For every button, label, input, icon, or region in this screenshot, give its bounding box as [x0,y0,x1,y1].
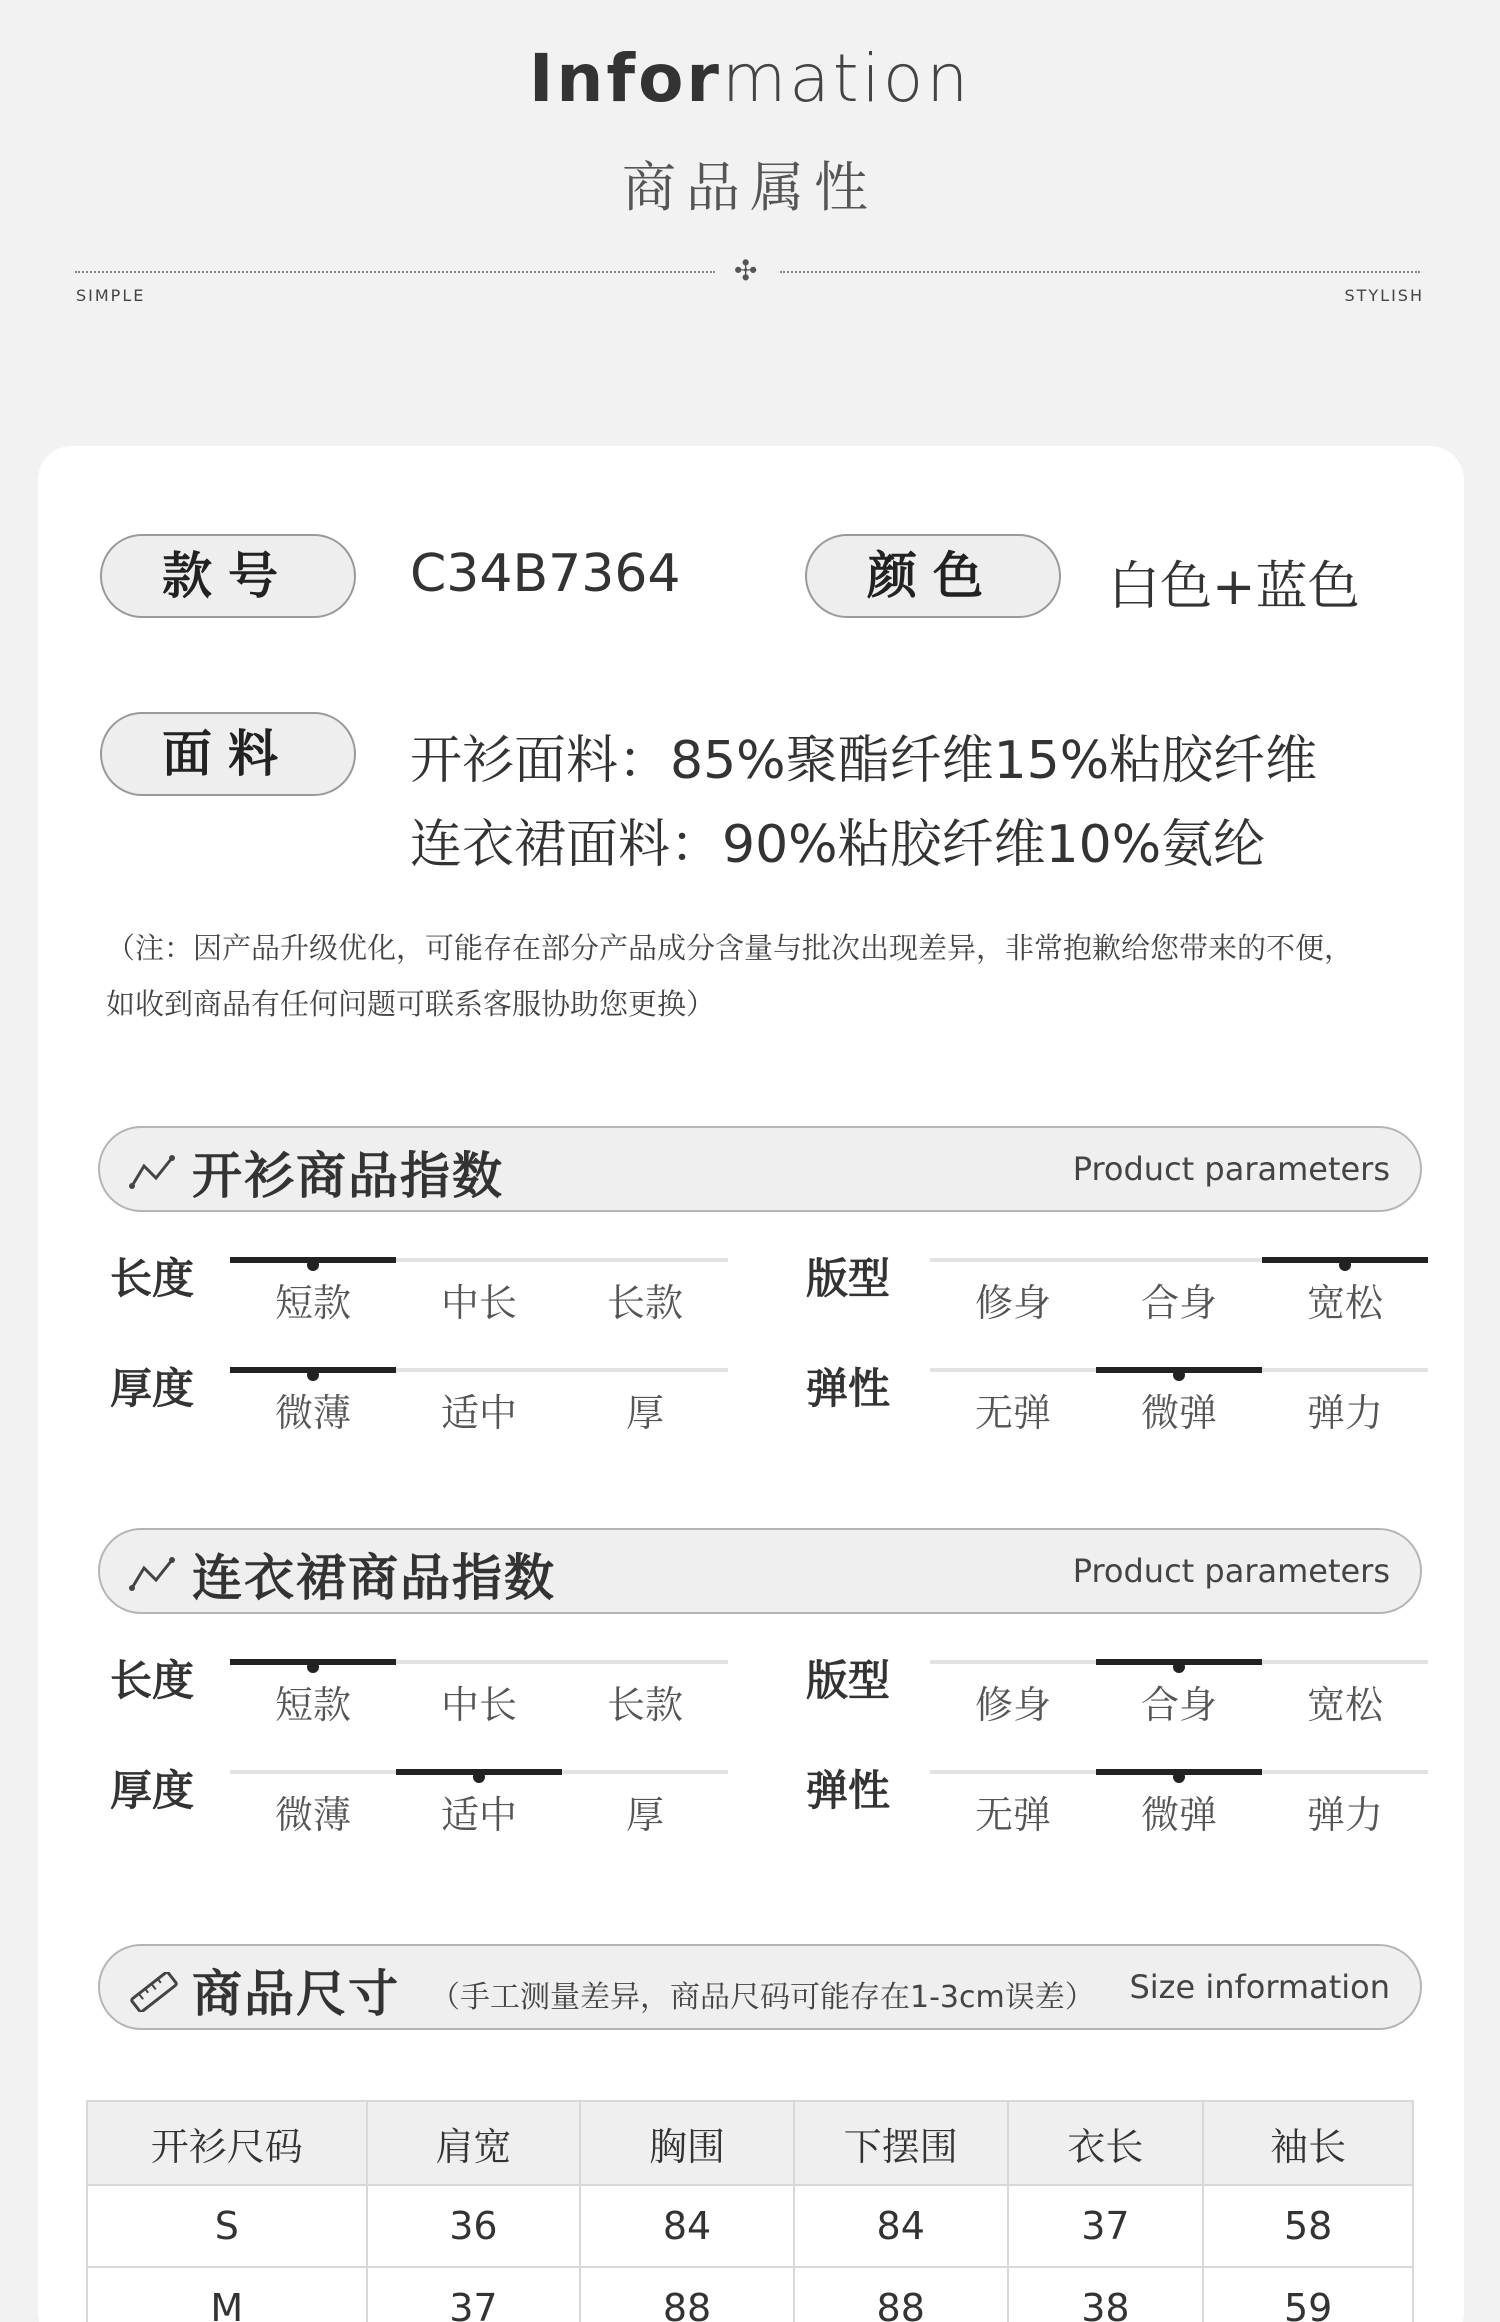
table-cell: 37 [367,2267,581,2322]
table-row [87,2185,1413,2267]
fabric-line-cardigan: 开衫面料：85%聚酯纤维15%粘胶纤维 [410,731,1318,791]
param-option: 短款 [274,1281,351,1325]
size-info-title: 商品尺寸 [192,1965,400,2023]
table-cell: 84 [794,2185,1008,2267]
size-info-bar [98,1944,1422,2030]
param-option: 短款 [274,1683,351,1727]
size-table [86,2100,1414,2322]
table-cell: 88 [580,2267,794,2322]
param-option: 合身 [1140,1281,1217,1325]
stylish-tag: STYLISH [1344,286,1424,305]
table-cell: 58 [1203,2185,1413,2267]
page-title [0,40,1500,117]
param-label: 厚度 [110,1364,195,1413]
style-number-value: C34B7364 [410,544,681,604]
note-line-2: 如收到商品有任何问题可联系客服协助您更换） [106,987,716,1021]
param-option: 微弹 [1140,1391,1217,1435]
trend-icon [128,1556,178,1592]
param-label: 弹性 [806,1364,891,1413]
cardigan-index-title: 开衫商品指数 [192,1147,504,1205]
divider-right [780,271,1420,273]
dress-index-title: 连衣裙商品指数 [192,1549,556,1607]
table-row [87,2267,1413,2322]
param-option: 长款 [606,1683,683,1727]
param-option: 合身 [1140,1683,1217,1727]
param-option: 长款 [606,1281,683,1325]
param-option: 宽松 [1306,1683,1383,1727]
simple-tag: SIMPLE [76,286,146,305]
table-cell: 38 [1008,2267,1204,2322]
param-label: 厚度 [110,1766,195,1815]
param-selected-dot [1173,1661,1185,1673]
title-light: mation [721,40,972,117]
param-option: 无弹 [974,1793,1051,1837]
divider-left [75,271,715,273]
header [0,0,1500,330]
table-cell: 59 [1203,2267,1413,2322]
note-line-1: （注：因产品升级优化，可能存在部分产品成分含量与批次出现差异，非常抱歉给您带来的不便， [106,931,1354,965]
style-number-label: 款号 [100,534,356,618]
cross-icon: ✣ [734,254,758,287]
param-selected-dot [307,1369,319,1381]
param-selected-dot [1173,1369,1185,1381]
ruler-icon [128,1972,180,2012]
param-option: 中长 [440,1281,517,1325]
header-cell: 下摆围 [794,2101,1008,2185]
param-option: 适中 [440,1793,517,1837]
param-option: 适中 [440,1391,517,1435]
size-info-subtitle: Size information [1129,1968,1390,2006]
param-option: 弹力 [1306,1793,1383,1837]
header-cell: 衣长 [1008,2101,1204,2185]
param-option: 微薄 [274,1793,351,1837]
fabric-line-dress: 连衣裙面料：90%粘胶纤维10%氨纶 [410,815,1266,875]
table-cell: 84 [580,2185,794,2267]
fabric-label: 面料 [100,712,356,796]
cardigan-index-bar [98,1126,1422,1212]
param-option: 厚 [625,1391,664,1435]
header-cell: 开衫尺码 [87,2101,367,2185]
param-option: 微弹 [1140,1793,1217,1837]
cardigan-index-subtitle: Product parameters [1072,1150,1390,1188]
param-label: 弹性 [806,1766,891,1815]
title-bold: Infor [528,40,722,117]
param-option: 修身 [974,1281,1051,1325]
param-label: 版型 [806,1656,891,1705]
dress-index-subtitle: Product parameters [1072,1552,1390,1590]
size-table-header [87,2101,1413,2185]
trend-icon [128,1154,178,1190]
table-cell: S [87,2185,367,2267]
header-cell: 肩宽 [367,2101,581,2185]
dress-index-bar [98,1528,1422,1614]
param-option: 弹力 [1306,1391,1383,1435]
param-selected-dot [1173,1771,1185,1783]
param-label: 长度 [110,1656,195,1705]
param-option: 宽松 [1306,1281,1383,1325]
color-label: 颜色 [805,534,1061,618]
param-label: 长度 [110,1254,195,1303]
size-info-note: （手工测量差异，商品尺码可能存在1-3cm误差） [430,1980,1095,2015]
header-cell: 胸围 [580,2101,794,2185]
param-selected-dot [307,1661,319,1673]
param-option: 微薄 [274,1391,351,1435]
param-option: 修身 [974,1683,1051,1727]
param-option: 无弹 [974,1391,1051,1435]
param-selected-dot [473,1771,485,1783]
table-cell: 37 [1008,2185,1204,2267]
page-subtitle: 商品属性 [622,156,878,219]
param-option: 厚 [625,1793,664,1837]
table-cell: 88 [794,2267,1008,2322]
param-selected-dot [1339,1259,1351,1271]
table-cell: 36 [367,2185,581,2267]
header-cell: 袖长 [1203,2101,1413,2185]
table-cell: M [87,2267,367,2322]
param-label: 版型 [806,1254,891,1303]
param-selected-dot [307,1259,319,1271]
color-value: 白色+蓝色 [1108,557,1360,617]
param-option: 中长 [440,1683,517,1727]
